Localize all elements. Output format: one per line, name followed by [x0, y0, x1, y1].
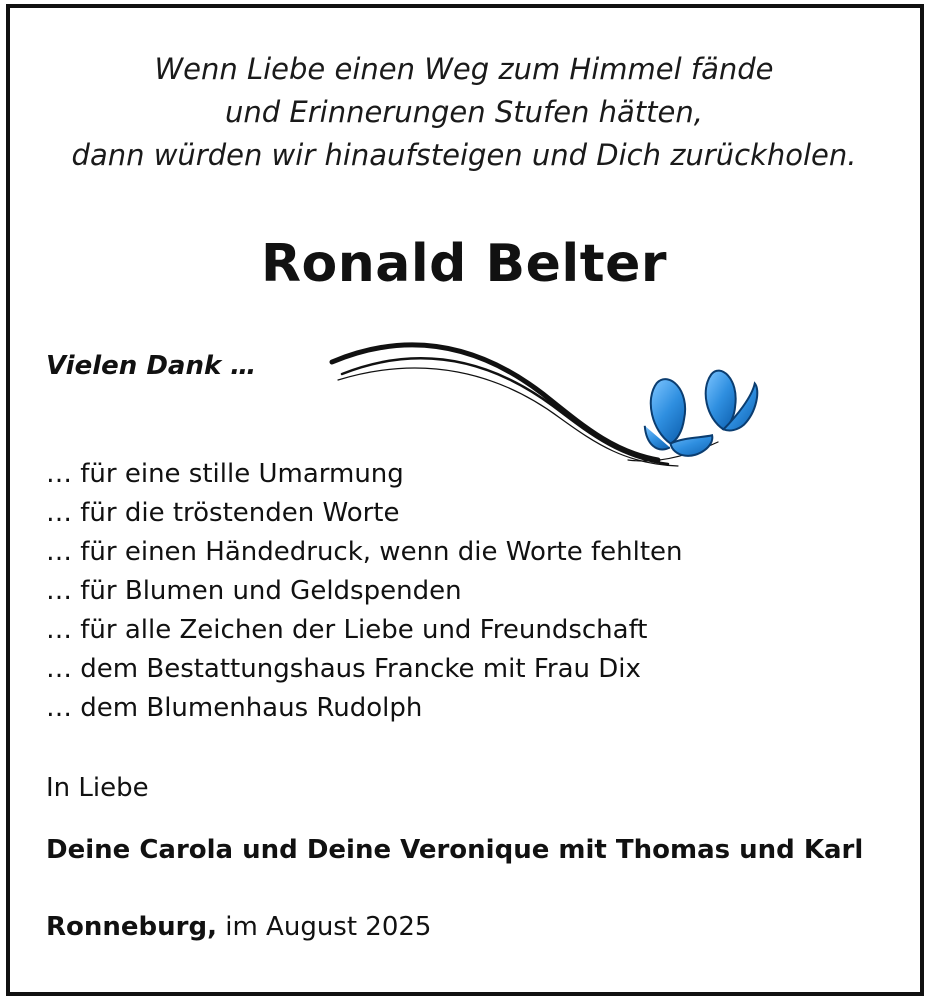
list-item: … für die tröstenden Worte [46, 498, 400, 528]
butterfly-icon [703, 370, 759, 433]
butterfly-ornament [328, 334, 768, 474]
city: Ronneburg, [46, 912, 217, 942]
place-date-line [46, 909, 431, 945]
thanks-list [46, 455, 683, 728]
list-item: … für Blumen und Geldspenden [46, 576, 462, 606]
list-item: … für alle Zeichen der Liebe und Freundschaft [46, 615, 648, 645]
date: im August 2025 [225, 912, 432, 942]
poem-line: dann würden wir hinaufsteigen und Dich zurückholen. [71, 138, 857, 172]
thanks-heading: Vielen Dank … [46, 351, 257, 381]
list-item: … dem Blumenhaus Rudolph [46, 693, 423, 723]
deceased-name: Ronald Belter [260, 234, 668, 294]
poem [0, 48, 928, 177]
list-item: … dem Bestattungshaus Francke mit Frau Dix [46, 654, 641, 684]
closing-text: In Liebe [46, 773, 149, 803]
poem-line: und Erinnerungen Stufen hätten, [225, 95, 703, 129]
list-item: … für eine stille Umarmung [46, 459, 404, 489]
poem-line: Wenn Liebe einen Weg zum Himmel fände [154, 52, 774, 86]
signatories: Deine Carola und Deine Veronique mit Thomas und Karl [46, 835, 864, 865]
list-item: … für einen Händedruck, wenn die Worte fehlten [46, 537, 683, 567]
